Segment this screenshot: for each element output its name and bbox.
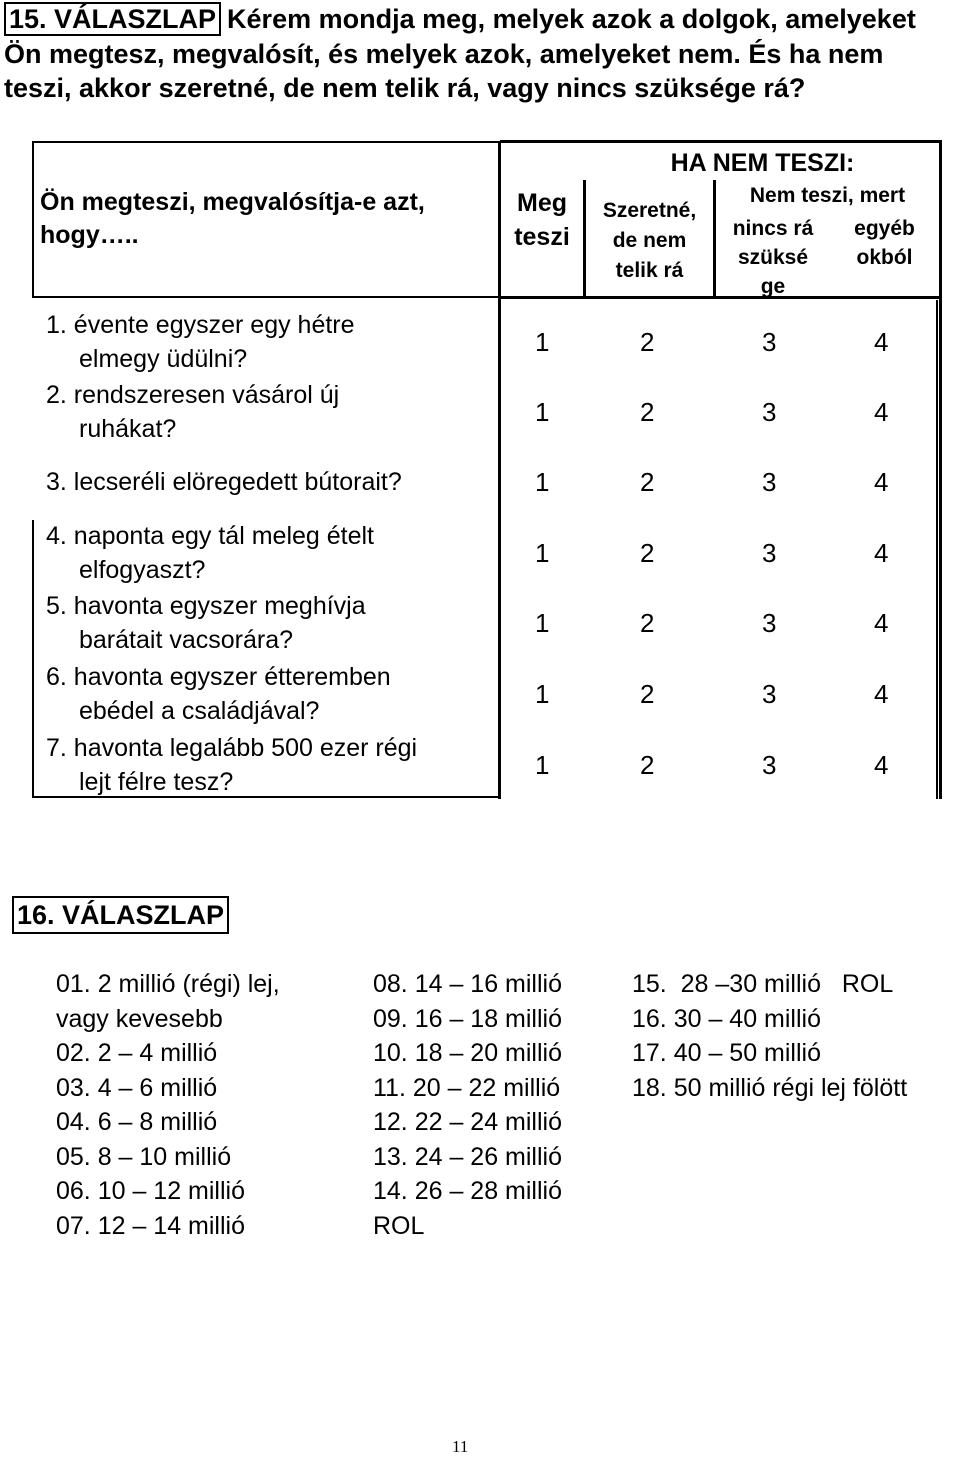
code-2[interactable]: 2 [640,608,655,638]
question-line: 2. rendszeresen vásárol új [46,381,340,409]
income-option[interactable]: 14. 26 – 28 millió [373,1177,563,1205]
question-line: 5. havonta egyszer meghívja [46,592,366,620]
code-3[interactable]: 3 [762,538,777,568]
code-4[interactable]: 4 [874,327,889,357]
income-option: ROL [373,1211,425,1240]
code-4[interactable]: 4 [874,750,889,780]
code-1[interactable]: 1 [535,397,550,427]
code-3[interactable]: 3 [762,750,777,780]
income-option[interactable]: 15. 28 –30 millió ROL [632,970,894,998]
income-option: vagy kevesebb [56,1004,223,1033]
answer-codes [0,677,960,711]
code-3[interactable]: 3 [762,608,777,638]
income-option[interactable]: 04. 6 – 8 millió [56,1108,218,1136]
code-4[interactable]: 4 [874,679,889,709]
header-nincs-line: nincs rá [732,217,814,240]
code-1[interactable]: 1 [535,327,550,357]
table-rule [500,140,942,143]
code-2[interactable]: 2 [640,467,655,497]
question-line: 1. évente egyszer egy hétre [46,311,355,339]
income-option[interactable]: 07. 12 – 14 millió [56,1211,246,1240]
answer-codes [0,325,960,359]
header-szeretne-line: de nem [612,229,687,252]
answer-codes [0,606,960,640]
header-egyeb-okbol [832,214,937,272]
income-list-col3 [632,967,907,1105]
income-option[interactable]: 09. 16 – 18 millió [373,1004,563,1033]
question-line: elfogyaszt? [79,556,206,584]
question-15-label: 15. VÁLASZLAP [4,2,221,36]
header-nincs-line: szüksé [737,246,809,269]
income-option[interactable]: 03. 4 – 6 millió [56,1073,218,1102]
code-4[interactable]: 4 [874,467,889,497]
question-15-intro [4,2,956,106]
code-1[interactable]: 1 [535,467,550,497]
income-option[interactable]: 05. 8 – 10 millió [56,1142,232,1171]
question-column-header: Ön megteszi, megvalósítja-e azt, hogy….. [40,188,425,249]
code-2[interactable]: 2 [640,538,655,568]
header-meg-teszi [504,186,580,254]
code-1[interactable]: 1 [535,608,550,638]
header-nem-teszi-mert: Nem teszi, mert [749,184,906,207]
table-rule [32,141,500,143]
code-1[interactable]: 1 [535,750,550,780]
question-line: lejt félre tesz? [79,768,234,796]
income-option[interactable]: 18. 50 millió régi lej fölött [632,1073,908,1102]
code-2[interactable]: 2 [640,327,655,357]
question-16-label: 16. VÁLASZLAP [12,896,229,934]
income-option[interactable]: 13. 24 – 26 millió [373,1142,563,1171]
header-nincs-line: ge [760,275,786,298]
question-line: elmegy üdülni? [79,345,248,373]
page-number: 11 [452,1437,469,1456]
header-meg-line: teszi [514,223,570,251]
code-2[interactable]: 2 [640,679,655,709]
code-3[interactable]: 3 [762,467,777,497]
code-1[interactable]: 1 [535,538,550,568]
income-option[interactable]: 17. 40 – 50 millió [632,1039,822,1067]
header-nincs-ra-szuksege [716,214,830,301]
question-line: 7. havonta legalább 500 ezer régi [46,734,418,762]
header-ha-nem-teszi: HA NEM TESZI: [670,149,855,177]
income-option[interactable]: 08. 14 – 16 millió [373,970,563,998]
question-line: ruhákat? [79,415,177,443]
question-line: 6. havonta egyszer étteremben [46,663,391,691]
header-egyeb-line: okból [856,246,913,269]
code-4[interactable]: 4 [874,608,889,638]
question-line: 3. lecseréli elöregedett bútorait? [46,468,402,496]
code-2[interactable]: 2 [640,397,655,427]
question-15-text: Kérem mondja meg, melyek azok a dolgok, amelyeket Ön megtesz, megvalósít, és melyek azok, amelyeket nem. És ha nem teszi, akkor szeretné, de nem telik rá, vagy nincs szüksége rá? [4,4,916,103]
code-1[interactable]: 1 [535,679,550,709]
code-4[interactable]: 4 [874,397,889,427]
income-option[interactable]: 10. 18 – 20 millió [373,1039,563,1067]
income-option[interactable]: 11. 20 – 22 millió [373,1073,561,1102]
income-option[interactable]: 12. 22 – 24 millió [373,1108,563,1136]
code-4[interactable]: 4 [874,538,889,568]
income-option[interactable]: 01. 2 millió (régi) lej, [56,970,280,998]
answer-codes [0,536,960,570]
code-3[interactable]: 3 [762,397,777,427]
income-option[interactable]: 06. 10 – 12 millió [56,1177,246,1205]
answer-codes [0,395,960,429]
table-rule [32,296,500,298]
table-rule [32,142,34,298]
header-szeretne-line: Szeretné, [602,199,697,222]
income-option[interactable]: 02. 2 – 4 millió [56,1039,218,1067]
code-3[interactable]: 3 [762,679,777,709]
income-list-col2 [373,967,562,1243]
question-line: ebédel a családjával? [79,697,320,725]
header-szeretne-line: telik rá [615,259,684,282]
answer-codes [0,465,960,499]
income-option[interactable]: 16. 30 – 40 millió [632,1004,822,1033]
question-line: 4. naponta egy tál meleg ételt [46,522,375,550]
header-meg-line: Meg [517,189,567,217]
code-3[interactable]: 3 [762,327,777,357]
code-2[interactable]: 2 [640,750,655,780]
header-egyeb-line: egyéb [854,217,915,240]
income-list-col1 [56,967,280,1243]
answer-codes [0,748,960,782]
question-line: barátait vacsorára? [79,626,294,654]
header-szeretne [586,196,713,286]
